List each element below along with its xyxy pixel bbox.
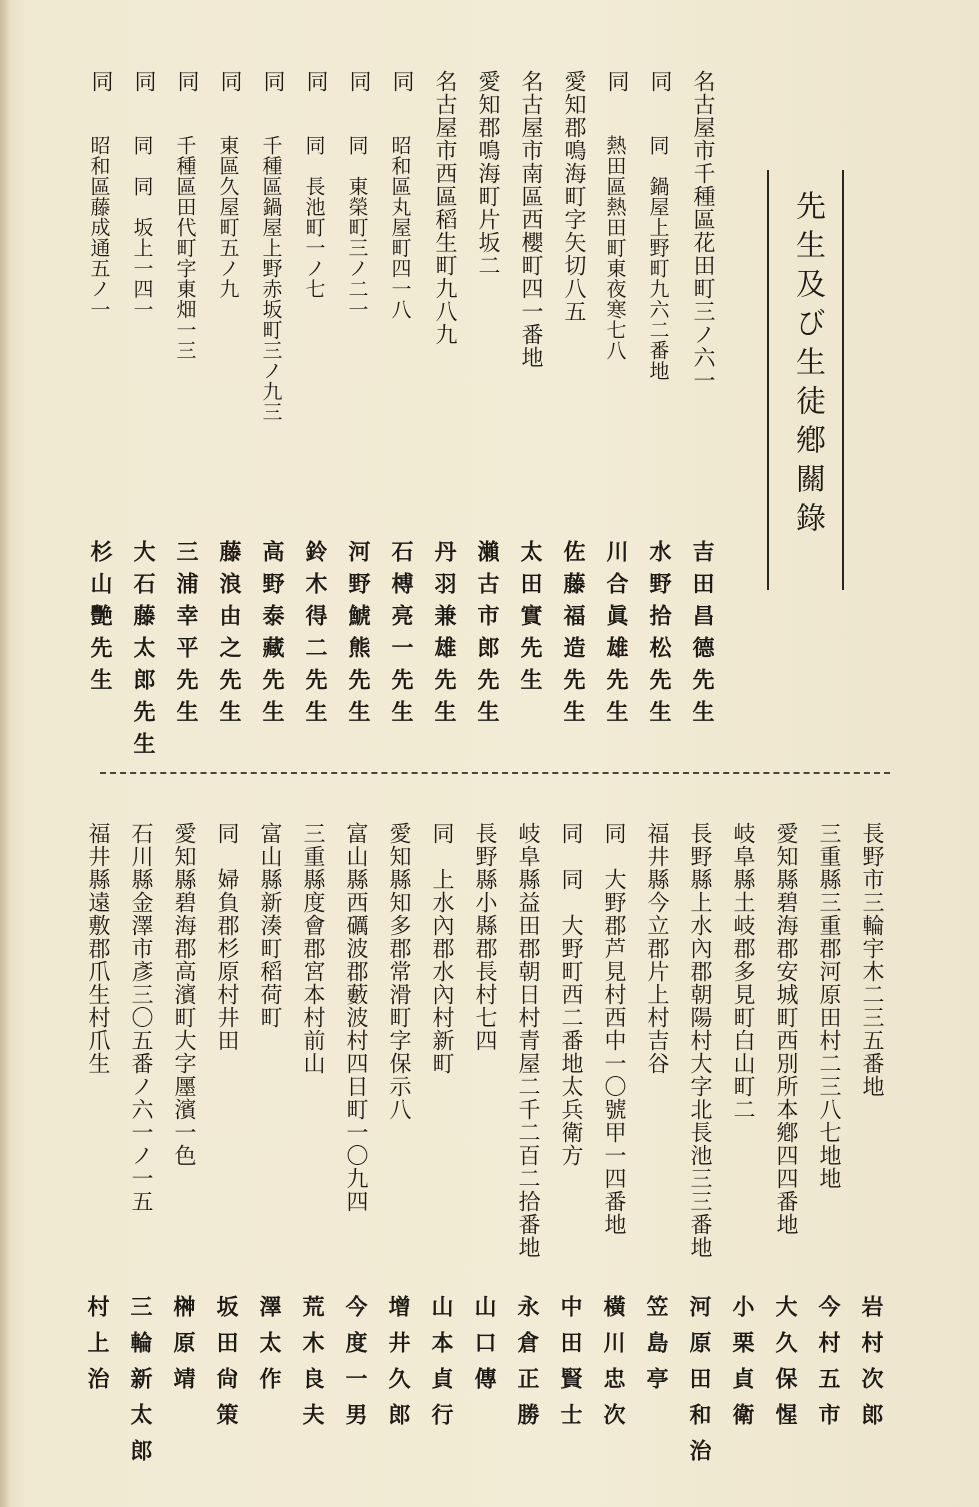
student-name: 小栗貞衛 bbox=[729, 1295, 755, 1439]
student-name: 山本貞行 bbox=[428, 1295, 454, 1439]
teacher-name: 瀨古市郎先生 bbox=[474, 540, 500, 732]
teacher-name: 吉田昌德先生 bbox=[689, 540, 715, 732]
teacher-address: 同 bbox=[647, 70, 672, 93]
student-address: 同 大野郡芦見村西中一〇號甲一四番地 bbox=[601, 822, 626, 1236]
teacher-name: 杉山艷先生 bbox=[87, 540, 113, 700]
student-name: 榊原靖 bbox=[170, 1295, 196, 1403]
teacher-address: 名古屋市西區稻生町九八九 bbox=[432, 70, 457, 346]
teacher-address-detail: 同 東榮町三ノ二一 bbox=[345, 135, 369, 320]
teacher-address-detail: 千種區鍋屋上野赤坂町三ノ九三 bbox=[259, 135, 283, 422]
student-address: 福井縣遠敷郡爪生村爪生 bbox=[85, 822, 110, 1075]
teacher-name: 石榑亮一先生 bbox=[388, 540, 414, 732]
teacher-name: 大石藤太郎先生 bbox=[130, 540, 156, 764]
section-divider bbox=[100, 772, 890, 774]
student-address: 同 婦負郡杉原村井田 bbox=[214, 822, 239, 1052]
student-address: 福井縣今立郡片上村吉谷 bbox=[644, 822, 669, 1075]
student-address: 三重縣度會郡宮本村前山 bbox=[300, 822, 325, 1075]
student-name: 澤太作 bbox=[256, 1295, 282, 1403]
teacher-address-detail: 同 同 坂上一四一 bbox=[130, 135, 154, 320]
teacher-address-detail: 同 鍋屋上野町九六二番地 bbox=[646, 135, 670, 381]
teacher-address: 愛知郡鳴海町片坂二 bbox=[475, 70, 500, 277]
teacher-address-detail: 同 長池町一ノ七 bbox=[302, 135, 326, 299]
teacher-address: 同 bbox=[389, 70, 414, 93]
teacher-address: 同 bbox=[604, 70, 629, 93]
teacher-address-detail: 東區久屋町五ノ九 bbox=[216, 135, 240, 299]
student-address: 愛知縣碧海郡安城町西別所本鄕四四番地 bbox=[773, 822, 798, 1236]
teacher-name: 太田實先生 bbox=[517, 540, 543, 700]
student-address: 長野縣上水內郡朝陽村大字北長池三三番地 bbox=[687, 822, 712, 1259]
student-address: 石川縣金澤市彥三〇五番ノ六一ノ一五 bbox=[128, 822, 153, 1213]
page-title: 先生及び生徒鄕關錄 bbox=[790, 190, 825, 541]
teacher-address: 同 bbox=[303, 70, 328, 93]
teacher-name: 川合眞雄先生 bbox=[603, 540, 629, 732]
teacher-name: 河野鯱熊先生 bbox=[345, 540, 371, 732]
student-name: 永倉正勝 bbox=[514, 1295, 540, 1439]
teacher-name: 鈴木得二先生 bbox=[302, 540, 328, 732]
student-name: 坂田尙策 bbox=[213, 1295, 239, 1439]
student-address: 同 上水內郡水內村新町 bbox=[429, 822, 454, 1075]
student-address: 愛知縣碧海郡高濱町大字㕓濱一色 bbox=[171, 822, 196, 1167]
title-rule-left bbox=[767, 170, 769, 590]
teacher-address-detail: 熱田區熱田町東夜寒七八 bbox=[603, 135, 627, 361]
student-address: 三重縣三重郡河原田村二三八七地地 bbox=[816, 822, 841, 1190]
student-address: 富山縣新湊町稻荷町 bbox=[257, 822, 282, 1029]
student-name: 今村五市 bbox=[815, 1295, 841, 1439]
student-name: 荒木良夫 bbox=[299, 1295, 325, 1439]
student-address: 長野縣小縣郡長村七四 bbox=[472, 822, 497, 1052]
student-name: 河原田和治 bbox=[686, 1295, 712, 1475]
teacher-address: 同 bbox=[88, 70, 113, 93]
student-name: 山口傳 bbox=[471, 1295, 497, 1403]
student-name: 中田賢士 bbox=[557, 1295, 583, 1439]
student-name: 三輪新太郎 bbox=[127, 1295, 153, 1475]
teacher-address: 名古屋市千種區花田町三ノ六一 bbox=[690, 70, 715, 392]
student-name: 岩村次郎 bbox=[858, 1295, 884, 1439]
teacher-address: 同 bbox=[131, 70, 156, 93]
teacher-name: 藤浪由之先生 bbox=[216, 540, 242, 732]
teacher-address: 同 bbox=[346, 70, 371, 93]
student-name: 笠島亭 bbox=[643, 1295, 669, 1403]
student-name: 大久保惺 bbox=[772, 1295, 798, 1439]
student-address: 岐阜縣土岐郡多見町白山町二 bbox=[730, 822, 755, 1121]
teacher-address-detail: 千種區田代町字東畑一三 bbox=[173, 135, 197, 361]
teacher-name: 佐藤福造先生 bbox=[560, 540, 586, 732]
student-address: 岐阜縣益田郡朝日村青屋二千二百二拾番地 bbox=[515, 822, 540, 1259]
student-name: 村上治 bbox=[84, 1295, 110, 1403]
teacher-name: 水野拾松先生 bbox=[646, 540, 672, 732]
student-name: 增井久郎 bbox=[385, 1295, 411, 1439]
teacher-name: 三浦幸平先生 bbox=[173, 540, 199, 732]
teacher-address-detail: 昭和區藤成通五ノ一 bbox=[87, 135, 111, 320]
teacher-address-detail: 昭和區丸屋町四一八 bbox=[388, 135, 412, 320]
teacher-address: 名古屋市南區西櫻町四一番地 bbox=[518, 70, 543, 369]
student-address: 同 同 大野町西二番地太兵衛方 bbox=[558, 822, 583, 1167]
student-name: 今度一男 bbox=[342, 1295, 368, 1439]
student-address: 富山縣西礪波郡藪波村四日町一〇九四 bbox=[343, 822, 368, 1213]
student-name: 橫川忠次 bbox=[600, 1295, 626, 1439]
teacher-address: 同 bbox=[174, 70, 199, 93]
student-address: 長野市三輪宇木二三五番地 bbox=[859, 822, 884, 1098]
title-rule-right bbox=[842, 170, 844, 590]
student-address: 愛知縣知多郡常滑町字保示八 bbox=[386, 822, 411, 1121]
teacher-name: 丹羽兼雄先生 bbox=[431, 540, 457, 732]
teacher-address: 愛知郡鳴海町字矢切八五 bbox=[561, 70, 586, 323]
teacher-address: 同 bbox=[217, 70, 242, 93]
teacher-name: 高野泰藏先生 bbox=[259, 540, 285, 732]
teacher-address: 同 bbox=[260, 70, 285, 93]
